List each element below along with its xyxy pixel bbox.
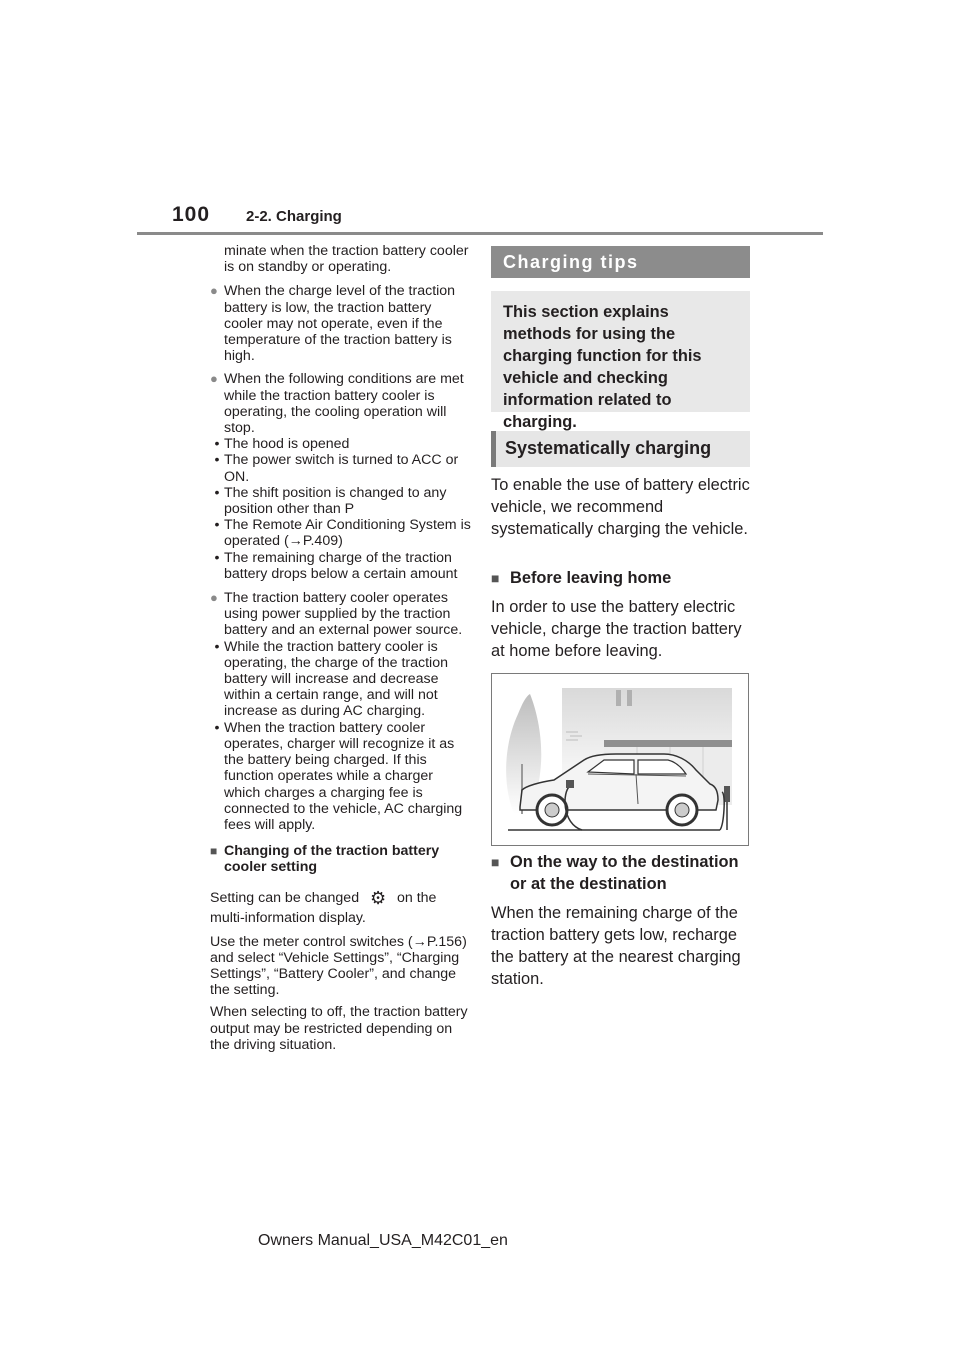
circle-bullet-icon: ●	[210, 371, 218, 387]
list-item: • The remaining charge of the traction battery drops below a certain amount	[214, 549, 458, 582]
square-bullet-icon: ■	[491, 854, 500, 870]
bullet-item	[210, 590, 472, 639]
square-bullet-icon: ■	[491, 570, 500, 586]
charging-tips-heading: Charging tips	[491, 246, 750, 278]
bullet-text: The traction battery cooler operates using power supplied by the traction battery and an external power source.	[224, 590, 463, 639]
off-text: When selecting to off, the traction battery output may be restricted depending on the driving situation.	[210, 1004, 468, 1053]
setting-text: Setting can be changed ⚙ on the multi-information display.	[210, 887, 437, 926]
bullet-text: When the charge level of the traction battery is low, the traction battery cooler may not operate, even if the temperature of the traction battery is high.	[224, 283, 456, 365]
header-rule	[137, 232, 823, 235]
list-item: • The shift position is changed to any position other than P	[214, 484, 447, 518]
before-text: In order to use the battery electric vehicle, charge the traction battery at home before leaving.	[491, 598, 742, 660]
footer-text: Owners Manual_USA_M42C01_en	[258, 1232, 508, 1249]
circle-bullet-icon: ●	[210, 590, 218, 606]
circle-bullet-icon: ●	[210, 283, 218, 299]
list-item: • The power switch is turned to ACC or ON.	[214, 452, 459, 485]
list-item: • The Remote Air Conditioning System is operated (→P.409)	[214, 517, 471, 550]
continued-text: minate when the traction battery cooler is on standby or operating.	[224, 243, 469, 276]
list-item: • The hood is opened	[214, 436, 350, 453]
before-heading: ■ Before leaving home	[491, 569, 672, 587]
way-text: When the remaining charge of the traction battery gets low, recharge the battery at the nearest charging station.	[491, 904, 741, 988]
car-charging-illustration	[491, 673, 749, 846]
list-item: • While the traction battery cooler is operating, the charge of the traction battery will increase and decrease within a certain range, and will not increase as during AC charging.	[214, 638, 448, 720]
systematic-heading: Systematically charging	[491, 431, 750, 467]
conditions-list	[210, 436, 472, 582]
intro-box: This section explains methods for using the charging function for this vehicle and checking information related to charging.	[491, 291, 750, 412]
systematic-text: To enable the use of battery electric vehicle, we recommend systematically charging the vehicle.	[491, 476, 750, 538]
square-bullet-icon: ■	[210, 844, 218, 859]
car-at-home-image	[492, 674, 748, 845]
list-item: • When the traction battery cooler operates, charger will recognize it as the battery being charged. If this function operates while a charger which charges a charging fee is connected to the vehicle, AC charging fees will apply.	[214, 719, 463, 833]
bullet-item	[210, 371, 472, 436]
subheading: ■ Changing of the traction battery cooler setting	[210, 843, 440, 876]
meter-text: Use the meter control switches (→P.156) and select “Vehicle Settings”, “Charging Settings”, “Battery Cooler”, and change the setting.	[210, 933, 467, 999]
bullet-text: When the following conditions are met while the traction battery cooler is operating, the cooling operation will stop.	[224, 371, 464, 437]
gear-icon: ⚙	[369, 887, 387, 908]
page-number: 100	[172, 203, 211, 226]
section-label: 2-2. Charging	[246, 208, 342, 225]
notes-list	[210, 639, 472, 833]
left-column	[210, 243, 472, 1059]
bullet-item	[210, 283, 472, 364]
way-heading: ■ On the way to the destination or at the destination	[491, 853, 739, 893]
